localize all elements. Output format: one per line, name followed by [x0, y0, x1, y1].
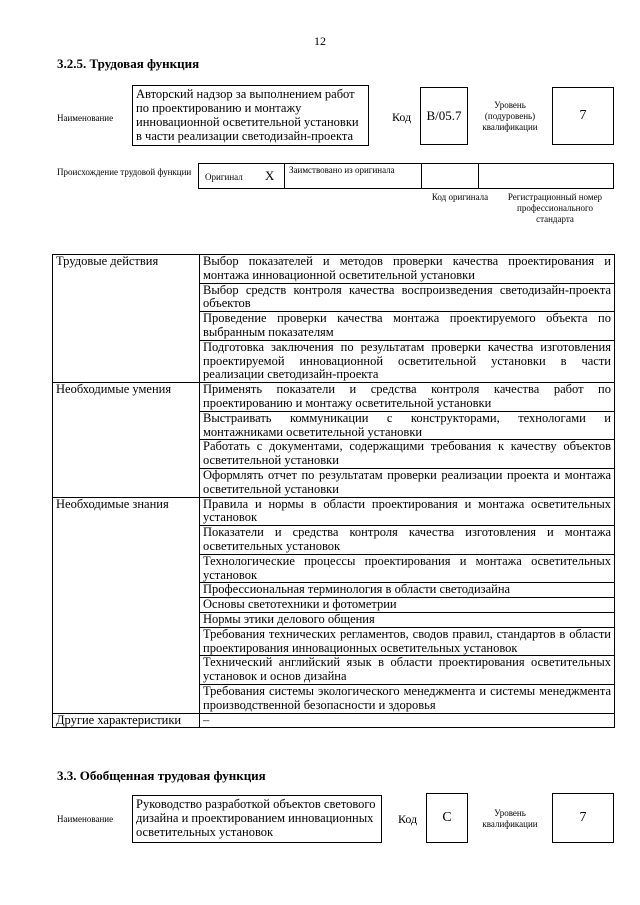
- required-knowledge-item: Профессиональная терминология в области светодизайна: [200, 583, 615, 598]
- required-knowledge-item: Правила и нормы в области проектирования и монтажа осветительных установок: [200, 497, 615, 526]
- origin-label: Происхождение трудовой функции: [57, 167, 192, 177]
- borrowed-label: Заимствовано из оригинала: [289, 165, 395, 175]
- function-name-box: Авторский надзор за выполнением работ по проектированию и монтажу инновационной осветительной установки в части реализации светодизайн-проекта: [132, 85, 369, 146]
- labor-actions-label: Трудовые действия: [53, 255, 200, 383]
- required-skill-item: Применять показатели и средства контроля качества работ по проектированию и монтажу осветительной установки: [200, 383, 615, 412]
- required-skills-label: Необходимые умения: [53, 383, 200, 497]
- other-characteristics-label: Другие характеристики: [53, 713, 200, 728]
- labor-action-item: Выбор показателей и методов проверки качества проектирования и монтажа инновационной осветительной установки: [200, 255, 615, 284]
- section-heading-generalized-function: 3.3. Обобщенная трудовая функция: [57, 768, 266, 783]
- required-knowledge-item: Требования системы экологического менеджмента и системы менеджмента производственной безопасности и здоровья: [200, 684, 615, 713]
- required-skill-item: Оформлять отчет по результатам проверки реализации проекта и монтажа осветительной установки: [200, 468, 615, 497]
- required-skill-item: Работать с документами, содержащими требования к качеству объектов осветительной установки: [200, 440, 615, 469]
- registration-number-caption: Регистрационный номер профессионального стандарта: [507, 192, 603, 224]
- required-knowledge-item: Основы светотехники и фотометрии: [200, 598, 615, 613]
- qualification-level-box: 7: [552, 87, 614, 145]
- code-value-box-2: C: [426, 793, 468, 843]
- qualification-level-label-2: Уровень квалификации: [482, 808, 538, 829]
- qualification-level-label: Уровень (подуровень) квалификации: [482, 100, 538, 132]
- function-details-table: [52, 254, 615, 728]
- required-knowledge-item: Нормы этики делового общения: [200, 612, 615, 627]
- origin-divider-2: [478, 163, 479, 189]
- name-label-2: Наименование: [57, 814, 114, 824]
- required-knowledge-item: Показатели и средства контроля качества изготовления и монтажа осветительных установок: [200, 526, 615, 555]
- required-knowledge-item: Требования технических регламентов, сводов правил, стандартов в области проектирования инновационных осветительных установок: [200, 627, 615, 656]
- generalized-function-name-box: Руководство разработкой объектов светового дизайна и проектированием инновационных осветительных установок: [132, 795, 382, 843]
- code-label: Код: [392, 110, 412, 124]
- labor-action-item: Проведение проверки качества монтажа проектируемого объекта по выбранным показателям: [200, 312, 615, 341]
- original-label: Оригинал: [205, 172, 243, 182]
- required-knowledge-item: Технический английский язык в области проектирования осветительных установок и основ дизайна: [200, 656, 615, 685]
- required-knowledge-label: Необходимые знания: [53, 497, 200, 713]
- name-label: Наименование: [57, 113, 114, 123]
- required-knowledge-item: Технологические процессы проектирования и монтажа осветительных установок: [200, 554, 615, 583]
- labor-action-item: Подготовка заключения по результатам проверки качества изготовления проектируемой инновационной осветительной установки в части реализации светодизайн-проекта: [200, 340, 615, 382]
- original-mark: X: [265, 168, 275, 183]
- section-heading-labor-function: 3.2.5. Трудовая функция: [57, 56, 200, 71]
- code-original-caption: Код оригинала: [431, 192, 489, 202]
- origin-divider-1: [421, 163, 422, 189]
- code-label-2: Код: [398, 812, 418, 826]
- code-value-box: B/05.7: [420, 87, 468, 145]
- qualification-level-box-2: 7: [552, 793, 614, 843]
- page-number: 12: [314, 34, 326, 48]
- other-characteristics-value: –: [200, 713, 615, 728]
- required-skill-item: Выстраивать коммуникации с конструкторами, технологами и монтажниками осветительной установки: [200, 411, 615, 440]
- labor-action-item: Выбор средств контроля качества воспроизведения светодизайн-проекта объектов: [200, 283, 615, 312]
